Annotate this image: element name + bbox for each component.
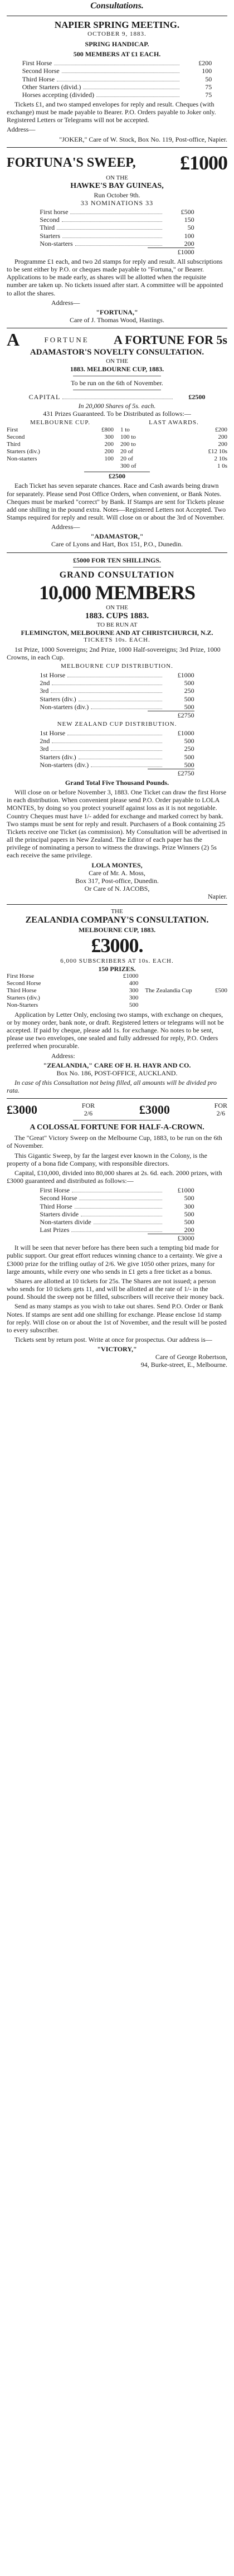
prize-row: 1st Horse £1000 — [40, 729, 194, 738]
grand-address-name: LOLA MONTES, — [91, 861, 143, 869]
napier-members: 500 MEMBERS AT £1 EACH. — [73, 50, 161, 59]
adamastor-prizes-note: 431 Prizes Guaranteed. To be Distributed as follows:— — [43, 410, 191, 418]
grand-address-c: Or Care of N. JACOBS, — [84, 885, 150, 893]
grand-on-the: ON THE — [106, 604, 128, 612]
prize-row: Non-starters 200 — [40, 239, 194, 248]
adamastor-fortune: FORTUNE — [44, 335, 89, 344]
adamastor-title: ADAMASTOR'S NOVELTY CONSULTATION. — [30, 348, 204, 357]
prize-row: 1st Horse £1000 — [40, 671, 194, 680]
fortuna-total: £1000 — [148, 248, 194, 256]
victory-left-for: FOR 2/6 — [81, 1102, 95, 1117]
prize-row: Second 150 — [40, 216, 194, 224]
napier-body: Tickets £1, and two stamped envelopes for reply and result. Cheques (with exchange) must be made payable to Bearer. P.O. Orders payable to Joker only. Registered Letters or Telegrams will not be accepted. — [7, 100, 216, 124]
adamastor-advert — [7, 329, 227, 549]
grand-advert — [7, 556, 227, 901]
grand-to-be: TO BE RUN AT — [96, 621, 138, 628]
zealandia-body: Application by Letter Only, enclosing two stamps, with exchange on cheques, or by money order, bank note, or draft. Registered letters or telegrams will not be accepted. If paid by cheque, please add 1s. for exchange. No notes to be sent, please use two envelopes, one sealed and fully addressed for reply, P.O. Orders preferred when procurable. — [7, 1010, 224, 1050]
victory-body-b: Capital, £10,000, divided into 80,000 shares at 2s. 6d. each. 2000 prizes, with £3000 guaranteed and distributed as follows:— — [7, 1168, 222, 1185]
prize-row: 100 to 200 — [120, 434, 227, 441]
prize-row: Other Starters (divid.) 75 — [22, 83, 212, 91]
prize-row: 2nd 500 — [40, 737, 194, 745]
prize-row: Last Prizes 200 — [40, 1225, 194, 1234]
fortuna-on-the: ON THE — [106, 174, 128, 182]
adamastor-left-table: MELBOURNE CUP. First £800 Second 300 Third 200 Starters (div.) 200 Non-starters 100 — [7, 419, 114, 463]
adamastor-on-the: ON THE — [106, 357, 128, 365]
zealandia-subs: 6,000 SUBSCRIBERS AT 10s. EACH. — [60, 957, 174, 964]
victory-headline: A COLOSSAL FORTUNE FOR HALF-A-CROWN. — [30, 1123, 204, 1132]
prize-row: The Zealandia Cup £500 — [145, 987, 227, 994]
zealandia-address: Box No. 186, POST-OFFICE, AUCKLAND. — [56, 1069, 178, 1077]
adamastor-race: 1883. MELBOURNE CUP, 1883. — [70, 365, 164, 373]
zealandia-prizes-count: 150 PRIZES. — [98, 964, 136, 973]
grand-where: FLEMINGTON, MELBOURNE AND AT CHRISTCHURCH, N.Z. — [21, 628, 213, 637]
fortuna-race: HAWKE'S BAY GUINEAS, — [70, 182, 164, 191]
victory-right-for: FOR 2/6 — [214, 1102, 227, 1117]
adamastor-capital: CAPITAL £2500 — [28, 392, 206, 401]
prize-row: 1 to £200 — [120, 426, 227, 434]
prize-row: 3rd 250 — [40, 745, 194, 753]
grand-address-b: Box 317, Post-office, Dunedin. — [75, 876, 159, 885]
grand-nz-head: NEW ZEALAND CUP DISTRIBUTION. — [57, 721, 177, 728]
napier-date: OCTOBER 9, 1883. — [87, 30, 147, 37]
victory-body-a: This Gigantic Sweep, by far the largest ever known in the Colony, is the property of a bona fide Company, with responsible directors. — [7, 1151, 207, 1167]
grand-grand-total: Grand Total Five Thousand Pounds. — [65, 779, 169, 787]
prize-row: 2nd 500 — [40, 679, 194, 687]
grand-mel-head: MELBOURNE CUP DISTRIBUTION. — [61, 663, 173, 670]
grand-mel-list — [40, 671, 194, 719]
napier-title: NAPIER SPRING MEETING. — [54, 19, 180, 30]
grand-race: 1883. CUPS 1883. — [85, 612, 149, 621]
divider — [7, 552, 227, 553]
prize-row: Third 50 — [40, 224, 194, 232]
prize-row: Non-starters divide 500 — [40, 1217, 194, 1226]
adamastor-run-on: To be run on the 6th of November. — [71, 379, 163, 387]
victory-total: £3000 — [148, 1234, 194, 1242]
victory-intro: The "Great" Victory Sweep on the Melbourne Cup, 1883, to be run on the 6th of November. — [7, 1134, 222, 1150]
prize-row: Starters (div.) 500 — [40, 753, 194, 761]
prize-row: First Horse £1000 — [40, 1186, 194, 1195]
prize-row: 300 of 1 0s — [120, 463, 227, 470]
prize-row: First Horse £200 — [22, 59, 212, 67]
grand-prizes-note: 1st Prize, 1000 Sovereigns; 2nd Prize, 1000 Half-sovereigns; 3rd Prize, 1000 Crowns, in each Cup. — [7, 645, 221, 662]
adamastor-tables — [7, 419, 227, 470]
grand-title: GRAND CONSULTATION — [59, 570, 175, 580]
prize-row: Second 300 — [7, 434, 114, 441]
prize-row: Third Horse 300 — [40, 1202, 194, 1210]
fortuna-prize-list — [40, 208, 194, 256]
zealandia-note: In case of this Consultation not being filled, all amounts will be divided pro rata. — [7, 1079, 217, 1095]
prize-row: Third Horse 300 — [7, 987, 139, 994]
grand-mel-total: £2750 — [148, 711, 194, 719]
adamastor-body: Each Ticket has seven separate chances. Race and Cash awards being drawn for separately. Please send Post Office Orders, when convenient, or Bank Notes. Cheques must be marked "correct" by Bank. If Stamps are sent for Tickets please add one shilling in the pound extra. Notes—Registered Letters not Accepted. Two Stamps required for reply and result. Will close on or about the 3rd of November. — [7, 482, 226, 522]
napier-address-label: Address— — [7, 125, 36, 134]
napier-prize-list — [22, 59, 212, 99]
zealandia-title: ZEALANDIA COMPANY'S CONSULTATION. — [25, 915, 209, 925]
prize-row: Second Horse 500 — [40, 1194, 194, 1202]
prize-row: Starters divide 500 — [40, 1210, 194, 1218]
fortuna-amount: £1000 — [180, 151, 227, 174]
prize-row: Third Horse 50 — [22, 75, 212, 83]
adamastor-address: Care of Lyons and Hart, Box 151, P.O., Dunedin. — [51, 540, 183, 549]
zealandia-right-table — [145, 973, 227, 1009]
adamastor-total: £2500 — [84, 472, 150, 480]
prize-row: Horses accepting (divided) 75 — [22, 90, 212, 99]
prize-row: Non-starters (div.) 500 — [40, 760, 194, 769]
fortuna-address-label: Address— — [51, 298, 80, 307]
prize-row: Non-starters 100 — [7, 455, 114, 463]
victory-left-price: £3000 — [7, 1102, 37, 1117]
zealandia-address-label: Address: — [51, 1051, 75, 1060]
victory-price-row — [7, 1102, 227, 1117]
divider — [7, 147, 227, 148]
grand-address-a: Care of Mr. A. Moss, — [89, 869, 145, 877]
prize-row: 3rd 250 — [40, 687, 194, 695]
prize-row: Non-Starters 500 — [7, 1001, 139, 1008]
grand-top: £5000 FOR TEN SHILLINGS. — [73, 556, 161, 564]
prize-row: First Horse £1000 — [7, 972, 139, 979]
adamastor-shares: In 20,000 Shares of 5s. each. — [78, 402, 156, 410]
victory-prize-list — [40, 1186, 194, 1242]
prize-row: First £800 — [7, 426, 114, 434]
grand-body: Will close on or before November 3, 1883. One Ticket can draw the first Horse in each distribution. When convenient please send P.O. Order payable to LOLA MONTES, by doing so you protect yourself against loss as it is not negotiable. Country Cheques must have 1/- added for exchange and marked correct by bank. Two stamps must be sent for reply and result. Purchasers of a Book containing 25 Tickets receive one Ticket (as commission). My Consultation will be advertised in all the principal papers in New Zealand. The Editor of each paper has the privilege of nominating a person to witness the drawings. Prize Winners (2) 5s each receive the same privilege. — [7, 788, 227, 860]
prize-row: Starters (div.) 500 — [40, 695, 194, 703]
fortuna-body: Programme £1 each, and two 2d stamps for reply and result. All subscriptions to be sent either by P.O. or cheques made payable to "Fortuna," or Bearer. Applications to be made early, as shares will be allotted when the requisite number are taken up. No tickets issued after start. A committee will be appointed to allot the shares. — [7, 257, 223, 297]
adamastor-fortune-line: A FORTUNE FOR 5s — [114, 332, 227, 347]
grand-nz-total: £2750 — [148, 769, 194, 777]
fortuna-title-row — [7, 151, 227, 174]
prize-row: Second Horse 400 — [7, 979, 139, 987]
zealandia-tables — [7, 973, 227, 1009]
divider — [7, 904, 227, 905]
fortuna-title: FORTUNA'S SWEEP, — [7, 155, 136, 170]
prize-row: 200 to 200 — [120, 441, 227, 448]
victory-address-a: Care of George Robertson, — [155, 1353, 227, 1361]
zealandia-race: MELBOURNE CUP, 1883. — [78, 926, 156, 934]
prize-row: First horse £500 — [40, 208, 194, 216]
fortuna-nominations: 33 NOMINATIONS 33 — [80, 198, 154, 207]
victory-right-price: £3000 — [139, 1102, 170, 1117]
zealandia-left-table — [7, 973, 138, 1009]
prize-row: 20 of 2 10s — [120, 455, 227, 463]
divider — [7, 1098, 227, 1099]
grand-tickets: TICKETS 10s. EACH. — [84, 636, 150, 643]
adamastor-address-name: "ADAMASTOR," — [90, 532, 144, 541]
napier-advert — [7, 20, 227, 143]
prize-row: 20 of £12 10s — [120, 448, 227, 455]
prize-row: Third 200 — [7, 441, 114, 448]
victory-address-name: "VICTORY," — [97, 1345, 137, 1354]
prize-row: Starters (div.) 300 — [7, 994, 139, 1001]
victory-address-b: 94, Burke-street, E., Melbourne. — [140, 1361, 227, 1369]
fortuna-address-name: "FORTUNA," — [96, 308, 138, 316]
prize-row: Non-starters (div.) 500 — [40, 702, 194, 711]
adamastor-title-row: A FORTUNE A FORTUNE FOR 5s — [7, 329, 227, 350]
newspaper-page — [7, 0, 227, 1369]
fortuna-date: Run October 9th. — [94, 191, 140, 199]
zealandia-advert — [7, 908, 227, 1094]
fortuna-advert — [7, 151, 227, 324]
victory-advert — [7, 1102, 227, 1369]
zealandia-address-name: "ZEALANDIA," CARE OF H. H. HAYR AND CO. — [43, 1061, 191, 1069]
zealandia-top: THE — [111, 908, 123, 915]
victory-body-d: Shares are allotted at 10 tickets for 25s. The Shares are not issued; a person who sends for 10 tickets gets 11, and will be allotted at the rate of 1/- in the pound. Should the sweep not be filled, subscribers will receive their money back. — [7, 1277, 225, 1301]
prize-row: Starters 100 — [40, 231, 194, 240]
grand-nz-list — [40, 729, 194, 777]
section-header: Consultations. — [90, 1, 144, 11]
prize-row: Second Horse 100 — [22, 67, 212, 75]
zealandia-amount: £3000. — [91, 934, 143, 957]
victory-body-e: Send as many stamps as you wish to take out shares. Send P.O. Order or Bank Notes. If stamps are sent add one shilling for exchange. Please enclose 1d stamp for reply. Will close on or about the 1st of November, and the result will be posted to every subscriber. — [7, 1302, 227, 1334]
victory-body-f: Tickets sent by return post. Write at once for prospectus. Our address is— — [14, 1336, 212, 1343]
prize-row: Starters (div.) 200 — [7, 448, 114, 455]
victory-body-c: It will be seen that never before has there been such a tempting bid made for public support. Our great effort reduces winning chance to a certainty. We give a £3000 prize for the trifling outlay of 2/6. We give 1050 other prizes, many for large amounts, while every one who sends in £1 gets a free ticket as a bonus. — [7, 1244, 222, 1275]
grand-address-d: Napier. — [208, 892, 227, 901]
napier-address: "JOKER," Care of W. Stock, Box No. 119, Post-office, Napier. — [59, 135, 227, 143]
adamastor-right-table: LAST AWARDS. 1 to £200 100 to 200 200 to 200 20 of £12 10s 20 of 2 10s 300 of 1 0s — [120, 419, 227, 470]
fortuna-address: Care of J. Thomas Wood, Hastings. — [70, 316, 164, 324]
napier-race: SPRING HANDICAP. — [85, 40, 149, 48]
adamastor-address-label: Address— — [51, 523, 80, 531]
grand-members: 10,000 MEMBERS — [38, 581, 195, 604]
